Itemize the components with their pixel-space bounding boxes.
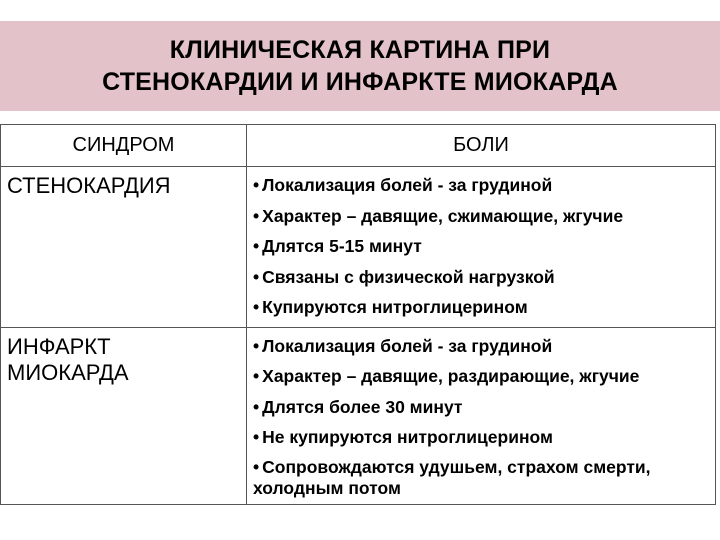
pain-cell <box>247 167 716 328</box>
list-item-text: Локализация болей - за грудиной <box>262 175 553 195</box>
list-item-text: Локализация болей - за грудиной <box>262 335 553 356</box>
bullet: • <box>253 335 260 356</box>
list-item-text: Сопровождаются удушьем, страхом смерти, холодным потом <box>253 456 651 498</box>
title-line-1: КЛИНИЧЕСКАЯ КАРТИНА ПРИ <box>169 36 551 64</box>
header-syndrome: СИНДРОМ <box>1 125 247 167</box>
table-row <box>1 167 716 328</box>
header-pain: БОЛИ <box>247 125 716 167</box>
list-item-text: Характер – давящие, раздирающие, жгучие <box>262 366 640 386</box>
list-item-text: Длятся 5-15 минут <box>262 236 422 256</box>
list-item <box>253 262 715 293</box>
list-item-text: Длятся более 30 минут <box>262 396 463 417</box>
list-item <box>253 331 715 362</box>
list-item <box>253 292 715 323</box>
bullet: • <box>253 366 260 386</box>
table-row <box>1 327 716 504</box>
syndrome-cell: ИНФАРКТ МИОКАРДА <box>1 327 247 504</box>
title-line-2: СТЕНОКАРДИИ И ИНФАРКТЕ МИОКАРДА <box>102 68 618 96</box>
list-item <box>253 453 715 499</box>
bullet: • <box>253 205 260 226</box>
table-header-row <box>1 125 716 167</box>
bullet: • <box>253 175 260 195</box>
list-item-text: Купируются нитроглицерином <box>262 297 528 317</box>
list-item-text: Характер – давящие, сжимающие, жгучие <box>262 205 624 226</box>
bullet: • <box>253 427 260 447</box>
list-item <box>253 231 715 262</box>
list-item-text: Не купируются нитроглицерином <box>262 427 553 447</box>
bullet: • <box>253 266 260 287</box>
title-banner <box>0 21 720 111</box>
pain-cell <box>247 327 716 504</box>
bullet: • <box>253 297 260 317</box>
list-item <box>253 422 715 453</box>
list-item <box>253 201 715 232</box>
syndrome-cell: СТЕНОКАРДИЯ <box>1 167 247 328</box>
clinical-table <box>0 124 716 505</box>
bullet: • <box>253 396 260 417</box>
list-item <box>253 392 715 423</box>
pain-list <box>247 167 715 327</box>
pain-list <box>247 328 715 503</box>
list-item-text: Связаны с физической нагрузкой <box>262 266 555 287</box>
list-item <box>253 170 715 201</box>
list-item <box>253 361 715 392</box>
bullet: • <box>253 236 260 256</box>
bullet: • <box>253 456 260 477</box>
